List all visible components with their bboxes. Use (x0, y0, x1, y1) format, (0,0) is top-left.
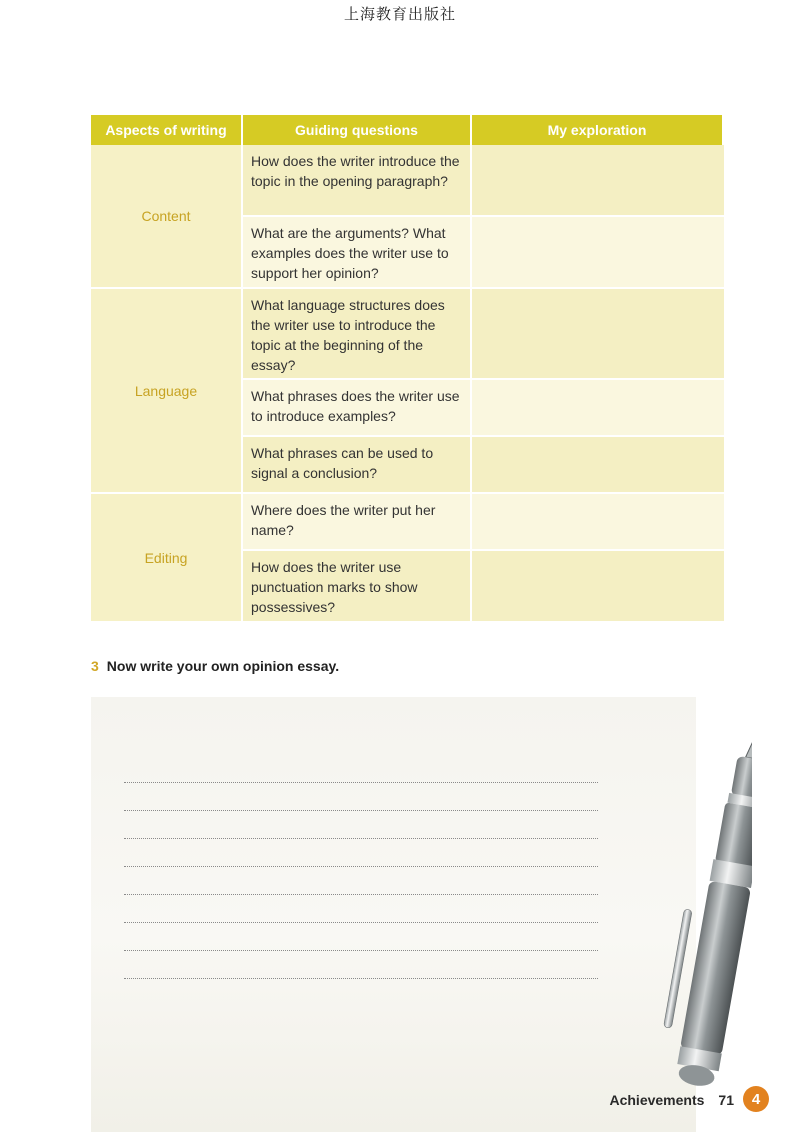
header-aspects: Aspects of writing (91, 115, 243, 145)
writing-line[interactable] (124, 894, 598, 895)
question-4: What phrases does the writer use to introduce examples? (243, 380, 472, 437)
answer-cell-6[interactable] (472, 494, 724, 551)
header-my-exploration: My exploration (472, 115, 724, 145)
writing-checklist-table (91, 115, 724, 623)
header-guiding-questions: Guiding questions (243, 115, 472, 145)
question-5: What phrases can be used to signal a conclusion? (243, 437, 472, 494)
question-1: How does the writer introduce the topic in the opening paragraph? (243, 145, 472, 217)
writing-line[interactable] (124, 978, 598, 979)
writing-line[interactable] (124, 782, 598, 783)
fountain-pen-illustration (612, 710, 752, 1090)
writing-line[interactable] (124, 838, 598, 839)
aspect-language: Language (91, 289, 243, 494)
question-7: How does the writer use punctuation marks to show possessives? (243, 551, 472, 623)
answer-cell-7[interactable] (472, 551, 724, 623)
task-number: 3 (91, 658, 99, 674)
page-footer (609, 1092, 734, 1108)
question-2: What are the arguments? What examples does the writer use to support her opinion? (243, 217, 472, 289)
question-6: Where does the writer put her name? (243, 494, 472, 551)
writing-line[interactable] (124, 866, 598, 867)
writing-line[interactable] (124, 950, 598, 951)
answer-cell-3[interactable] (472, 289, 724, 380)
task-instruction (91, 658, 339, 674)
answer-cell-2[interactable] (472, 217, 724, 289)
unit-title: Achievements (609, 1092, 705, 1108)
unit-number-badge: 4 (743, 1086, 769, 1112)
question-3: What language structures does the writer use to introduce the topic at the beginning of the essay? (243, 289, 472, 380)
answer-cell-1[interactable] (472, 145, 724, 217)
writing-line[interactable] (124, 922, 598, 923)
writing-area[interactable] (91, 697, 696, 1132)
answer-cell-5[interactable] (472, 437, 724, 494)
publisher-name: 上海教育出版社 (343, 5, 456, 23)
answer-cell-4[interactable] (472, 380, 724, 437)
page-number: 71 (718, 1092, 734, 1108)
task-text: Now write your own opinion essay. (106, 658, 340, 674)
aspect-editing: Editing (91, 494, 243, 623)
writing-line[interactable] (124, 810, 598, 811)
aspect-content: Content (91, 145, 243, 289)
